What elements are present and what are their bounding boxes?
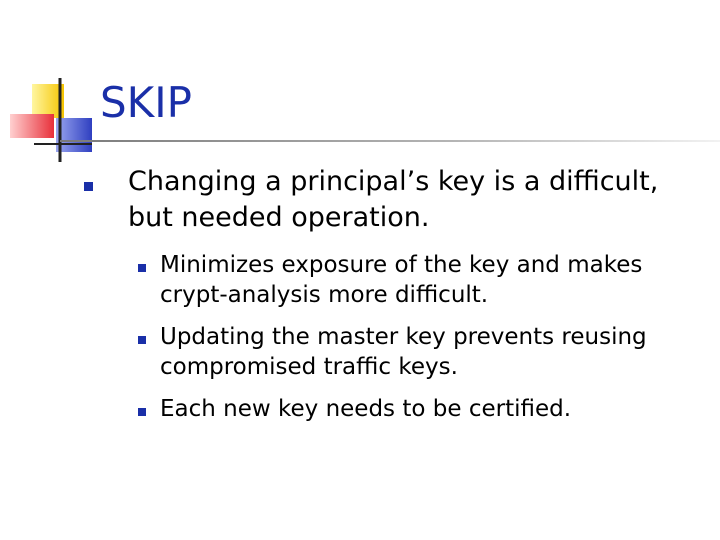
bullet-square-icon xyxy=(138,264,146,272)
bullet-level2-text: Minimizes exposure of the key and makes crypt-analysis more difficult. xyxy=(160,252,643,308)
bullet-square-icon xyxy=(138,408,146,416)
slide-title: SKIP xyxy=(100,78,192,127)
deco-red-bar xyxy=(10,114,54,138)
bullet-level2-text: Updating the master key prevents reusing compromised traffic keys. xyxy=(160,324,647,380)
bullet-square-icon xyxy=(84,182,93,191)
bullet-level1-text: Changing a principal’s key is a difficult, but needed operation. xyxy=(128,166,659,233)
title-underline xyxy=(60,140,720,142)
bullet-level2-text: Each new key needs to be certified. xyxy=(160,396,572,422)
title-decoration-graphic xyxy=(0,0,110,170)
bullet-square-icon xyxy=(138,336,146,344)
